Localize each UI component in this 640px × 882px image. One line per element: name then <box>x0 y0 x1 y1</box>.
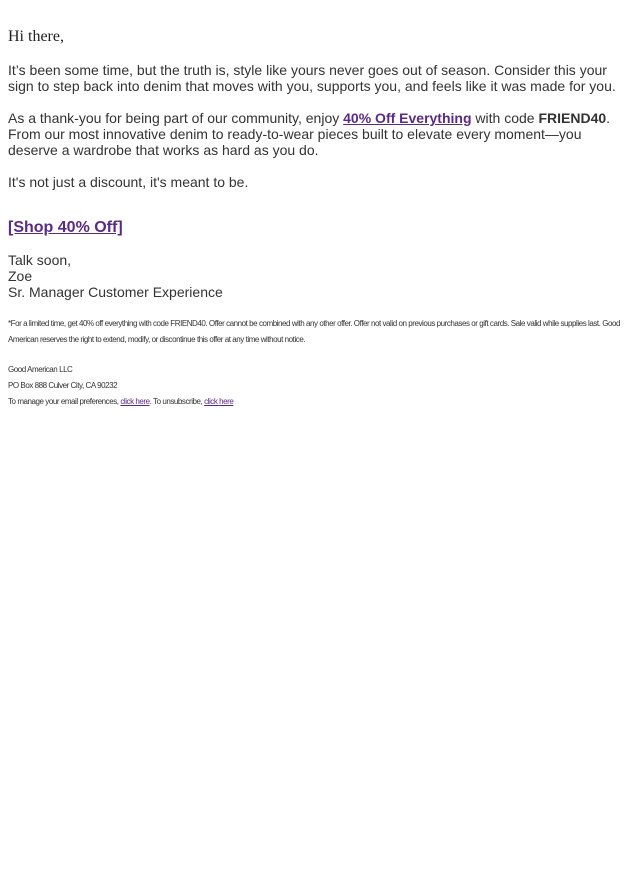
manage-preferences-link[interactable]: click here <box>120 397 150 406</box>
intro-paragraph: It’s been some time, but the truth is, style like yours never goes out of season. Consider this your sign to step back into denim that moves with you, supports you, and feels like it was made for you. <box>8 62 616 94</box>
footer-company: Good American LLC <box>8 365 73 374</box>
footer-address: PO Box 888 Culver City, CA 90232 <box>8 381 118 390</box>
offer-prefix: As a thank-you for being part of our community, enjoy <box>8 110 344 126</box>
unsub-prefix: . To unsubscribe, <box>149 397 205 406</box>
shop-cta-link[interactable]: [Shop 40% Off] <box>8 219 123 236</box>
offer-suffix: . From our most innovative denim to ready-to-wear pieces built to elevate every moment—you deserve a wardrobe that works as hard as you do. <box>8 110 611 158</box>
sender-name: Zoe <box>8 268 33 284</box>
offer-link[interactable]: 40% Off Everything <box>343 110 472 126</box>
greeting: Hi there, <box>8 28 64 45</box>
offer-mid: with code <box>471 110 539 126</box>
cta-container <box>8 219 632 237</box>
closing: Talk soon, <box>8 252 72 268</box>
prefs-prefix: To manage your email preferences, <box>8 397 121 406</box>
sender-title: Sr. Manager Customer Experience <box>8 284 223 300</box>
unsubscribe-link[interactable]: click here <box>204 397 234 406</box>
promo-code: FRIEND40 <box>538 110 607 126</box>
tagline: It's not just a discount, it's meant to be. <box>8 174 249 190</box>
email-body <box>0 28 640 410</box>
signature <box>8 252 632 300</box>
footer-preferences <box>8 394 632 410</box>
disclaimer: *For a limited time, get 40% off everything with code FRIEND40. Offer cannot be combined with any other offer. Offer not valid on previous purchases or gift cards. Sale valid while supplies last. Good American reserves the right to extend, modify, or discontinue this offer at any time without notice. <box>8 319 620 344</box>
offer-paragraph <box>8 110 632 158</box>
